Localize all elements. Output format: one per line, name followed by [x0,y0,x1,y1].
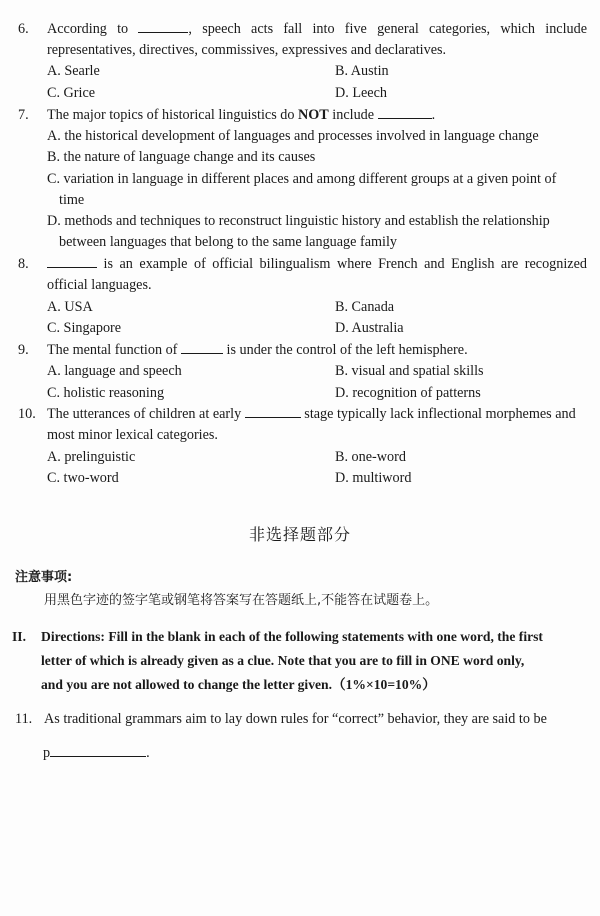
question-stem [47,20,587,38]
option-a: A. prelinguistic [47,449,136,465]
question-number: 8. [18,256,29,272]
part2-numeral: II. [12,629,26,644]
notice-label: 注意事项: [15,570,73,585]
stem-text: The utterances of children at early [47,406,242,422]
option-c: C. Singapore [47,320,122,336]
option-c: C. variation in language in different places and among different groups at a given point of [47,171,557,187]
option-d: D. Leech [335,85,387,101]
directions-line1: Directions: Fill in the blank in each of the following statements with one word, the first [41,629,543,644]
answer-blank [181,341,223,354]
stem-text: is under the control of the left hemisphere. [226,342,468,358]
stem-end: . [146,745,150,761]
question-number: 7. [18,107,29,123]
answer-blank [245,405,301,418]
stem-text: is an example of official bilingualism where French and English are recognized [103,256,587,272]
stem-text: According to [47,21,129,37]
option-c: C. holistic reasoning [47,385,165,401]
question-stem-line2: most minor lexical categories. [47,427,218,443]
stem-end: . [431,107,436,123]
option-b: B. visual and spatial skills [335,363,484,379]
option-a: A. USA [47,299,93,315]
option-c: C. Grice [47,85,96,101]
stem-text: include [332,107,375,123]
question-stem [47,255,587,273]
answer-blank [138,20,188,33]
directions-line2: letter of which is already given as a clue. Note that you are to fill in ONE word only, [41,653,525,668]
stem-emphasis: NOT [298,107,329,123]
answer-line [43,744,150,762]
option-a: A. Searle [47,63,100,79]
option-c: C. two-word [47,470,119,486]
question-stem-line2: representatives, directives, commissives, expressives and declaratives. [47,42,447,58]
stem-text: stage typically lack inflectional morphemes and [304,406,576,422]
question-stem [47,341,468,359]
option-c-continued: time [59,192,85,208]
question-number: 9. [18,342,29,358]
question-stem-line2: official languages. [47,277,152,293]
directions-line3: and you are not allowed to change the letter given.（1%×10=10%） [41,677,436,692]
question-number: 11. [15,711,33,727]
option-d: D. multiword [335,470,412,486]
option-d: D. methods and techniques to reconstruct linguistic history and establish the relationship [47,213,550,229]
option-d: D. Australia [335,320,404,336]
stem-text: The mental function of [47,342,178,358]
section-title: 非选择题部分 [248,525,351,544]
stem-text: The major topics of historical linguistics do [47,107,295,123]
answer-blank [378,106,432,119]
option-a: A. the historical development of languages and processes involved in language change [47,128,539,144]
option-b: B. Austin [335,63,389,79]
question-number: 10. [18,406,36,422]
question-stem [47,405,576,423]
option-a: A. language and speech [47,363,182,379]
answer-blank [47,255,97,268]
clue-letter: p [43,745,51,761]
option-d: D. recognition of patterns [335,385,481,401]
option-b: B. the nature of language change and its causes [47,149,316,165]
question-stem [47,106,435,124]
option-d-continued: between languages that belong to the same language family [59,234,398,250]
option-b: B. one-word [335,449,406,465]
notice-text: 用黑色字迹的签字笔或钢笔将答案写在答题纸上,不能答在试题卷上。 [44,593,439,608]
answer-blank [50,744,146,757]
option-b: B. Canada [335,299,395,315]
question-stem: As traditional grammars aim to lay down rules for “correct” behavior, they are said to be [44,711,547,727]
question-number: 6. [18,21,29,37]
stem-text: , speech acts fall into five general categories, which include [188,21,588,37]
